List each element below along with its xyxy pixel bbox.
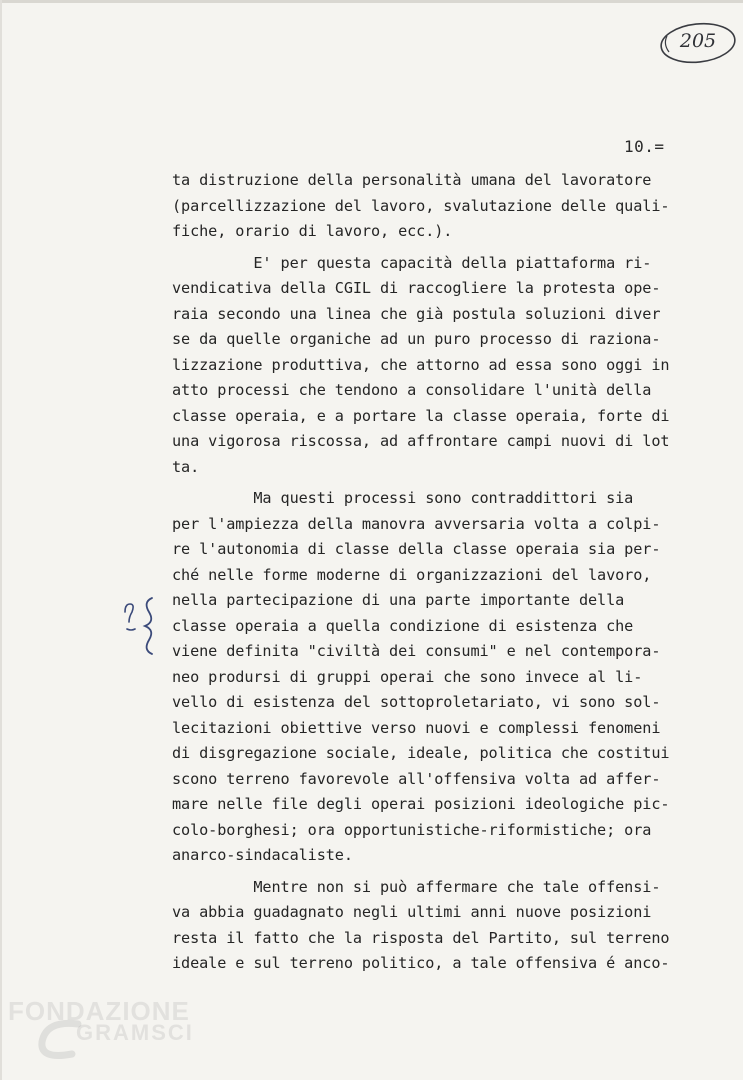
text-line: va abbia guadagnato negli ultimi anni nuove posizioni [172,903,652,921]
watermark-line-2: GRAMSCI [76,1020,194,1045]
text-line: classe operaia, e a portare la classe operaia, forte di [172,406,670,425]
text-line: fiche, orario di lavoro, ecc.). [172,222,453,240]
text-line: Mentre non si può affermare che tale offensi- [172,877,661,896]
text-line: vendicativa della CGIL di raccogliere la protesta ope- [172,279,661,297]
text-line: mare nelle file degli operai posizioni ideologiche pic- [172,795,670,813]
text-line: ta. [172,457,200,476]
text-line: di disgregazione sociale, ideale, politica che costitui [172,744,670,762]
text-line: ideale e sul terreno politico, a tale offensiva é anco- [172,954,670,972]
typewritten-text [172,168,672,977]
text-line: viene definita "civiltà dei consumi" e nel contempora- [172,642,661,660]
text-line: lecitazioni obiettive verso nuovi e complessi fenomeni [172,718,661,737]
archive-folio-stamp [657,20,739,66]
handwritten-margin-bracket [118,592,164,660]
archive-watermark [8,996,208,1066]
text-line: (parcellizzazione del lavoro, svalutazione delle quali- [172,196,670,215]
text-line: atto processi che tendono a consolidare l'unità della [172,381,652,399]
text-line: vello di esistenza del sottoproletariato, vi sono sol- [172,693,661,711]
text-line: classe operaia a quella condizione di esistenza che [172,616,634,635]
text-line: resta il fatto che la risposta del Partito, sul terreno [172,928,670,947]
page-number: 10.= [624,137,665,156]
text-line: se da quelle organiche ad un puro processo di raziona- [172,330,661,348]
text-line: colo-borghesi; ora opportunistiche-riformistiche; ora [172,820,652,839]
text-line: ché nelle forme moderne di organizzazioni del lavoro, [172,565,652,584]
text-line: anarco-sindacaliste. [172,846,353,864]
text-line: re l'autonomia di classe della classe operaia sia per- [172,540,661,558]
text-line: scono terreno favorevole all'offensiva volta ad affer- [172,769,661,788]
watermark-line-1: FONDAZIONE [8,996,190,1026]
text-line: nella partecipazione di una parte importante della [172,591,625,609]
text-line: una vigorosa riscossa, ad affrontare campi nuovi di lot [172,432,670,450]
text-line: raia secondo una linea che già postula soluzioni diver [172,304,661,323]
page-top-edge [0,0,743,3]
text-line: lizzazione produttiva, che attorno ad essa sono oggi in [172,355,670,374]
text-line: Ma questi processi sono contraddittori sia [172,489,634,507]
text-line: E' per questa capacità della piattaforma ri- [172,253,652,272]
text-line: ta distruzione della personalità umana del lavoratore [172,171,652,189]
text-line: per l'ampiezza della manovra avversaria volta a colpi- [172,514,661,533]
folio-number: 205 [679,30,717,52]
text-line: neo prodursi di gruppi operai che sono invece al li- [172,667,643,686]
page-left-edge [0,0,2,1080]
